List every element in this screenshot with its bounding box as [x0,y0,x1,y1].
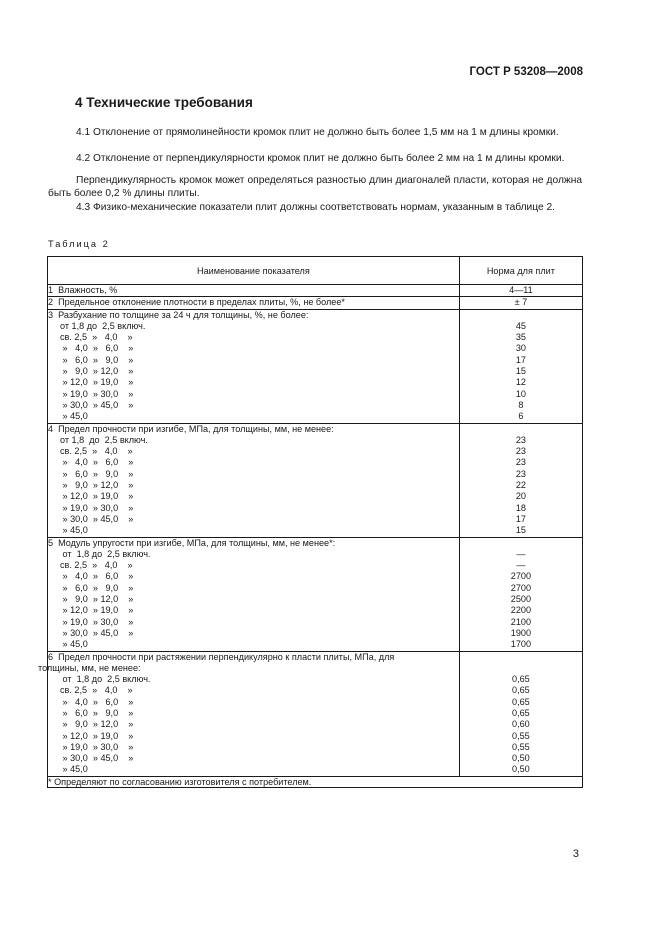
page-number: 3 [572,848,579,860]
header-indicator: Наименование показателя [48,257,460,285]
norm-value: 0,55 [512,730,530,741]
table-footnote: * Определяют по согласованию изготовителя с потребителем. [48,776,583,787]
norm-value: 23 [515,446,526,457]
thickness-range: » 4,0 » 6,0 » [60,696,134,707]
table-row [48,423,583,537]
thickness-range: » 12,0 » 19,0 » [60,491,134,502]
norm-value: 2200 [510,605,531,616]
norm-value: 8 [518,399,524,410]
norm-value: 0,65 [512,674,530,685]
thickness-range: » 30,0 » 45,0 » [60,753,134,764]
norm-value: 2100 [510,616,531,627]
row-values [459,423,582,537]
row-values [459,309,582,423]
norm-value: 10 [515,388,526,399]
norm-value: 0,50 [512,764,530,775]
paragraph-4-1: 4.1 Отклонение от прямолинейности кромок плит не должно быть более 1,5 мм на 1 м длины кромки. [76,127,559,138]
footnote-row [48,776,583,787]
norm-value: 0,65 [512,707,530,718]
row-value: ± 7 [459,297,582,309]
document-header: ГОСТ Р 53208—2008 [469,66,583,78]
thickness-range: » 6,0 » 9,0 » [60,707,134,718]
thickness-range: » 12,0 » 19,0 » [60,377,134,388]
table-caption: Таблица 2 [48,239,110,249]
norm-value: 0,65 [512,696,530,707]
thickness-range: » 9,0 » 12,0 » [60,480,134,491]
section-title: 4 Технические требования [75,95,253,110]
thickness-range: от 1,8 до 2,5 включ. [60,548,151,559]
norm-value: 17 [515,354,526,365]
paragraph-4-2: 4.2 Отклонение от перпендикулярности кромок плит не должно быть более 2 мм на 1 м длины кромки. [76,153,565,164]
row-values [459,651,582,776]
thickness-range: » 19,0 » 30,0 » [60,741,134,752]
norm-value: 23 [515,457,526,468]
thickness-range: » 4,0 » 6,0 » [60,457,134,468]
thickness-range: » 45,0 [60,525,88,536]
thickness-range: от 1,8 до 2,5 включ. [60,674,151,685]
norm-value: — [516,560,526,571]
thickness-range: » 45,0 [60,639,88,650]
thickness-range: » 19,0 » 30,0 » [60,388,134,399]
paragraph-perpendicularity: Перпендикулярность кромок может определяться разностью длин диагоналей пласти, которая не должна быть более 0,2 % длины плиты. [48,175,582,200]
thickness-range: » 45,0 [60,411,88,422]
norm-value: 45 [515,320,526,331]
norm-value: 22 [515,480,526,491]
row-title: 6 Предел прочности при растяжении перпендикулярно к пласти плиты, МПа, для толщины, мм, не менее: от 1,8 до 2,5 включ. св. 2,5 » 4,0 » » 4,0 » 6,0 » » 6,0 » 9,0 » » 9,0 » 12,0 » » 12,0 » 19,0 » » 19,0 » 30,0 » » 30,0 » 45,0 » » 45,0 [48,651,460,776]
thickness-range: » 45,0 [60,764,88,775]
norm-value: 18 [515,502,526,513]
norm-value: 23 [515,468,526,479]
table-row [48,285,583,297]
norm-value: 2500 [510,594,531,605]
thickness-range: » 6,0 » 9,0 » [60,354,134,365]
thickness-range: св. 2,5 » 4,0 » [60,332,133,343]
thickness-range: от 1,8 до 2,5 включ. [60,320,146,331]
thickness-range: » 30,0 » 45,0 » [60,399,134,410]
spec-table [38,256,583,788]
table-header-row [48,257,583,285]
header-norm: Норма для плит [459,257,582,285]
norm-value: 0,50 [512,753,530,764]
norm-value: 23 [515,434,526,445]
row-title: 2 Предельное отклонение плотности в пределах плиты, %, не более* [48,297,460,309]
table-row [48,537,583,651]
thickness-range: » 4,0 » 6,0 » [60,571,134,582]
row-value: 4—11 [459,285,582,297]
thickness-range: » 19,0 » 30,0 » [60,502,134,513]
row-title: 3 Разбухание по толщине за 24 ч для толщины, %, не более: от 1,8 до 2,5 включ. св. 2,5 » 4,0 » » 4,0 » 6,0 » » 6,0 » 9,0 » » 9,0 » 12,0 » » 12,0 » 19,0 » » 19,0 » 30,0 » » 30,0 » 45,0 » » 45,0 [48,309,460,423]
thickness-range: » 6,0 » 9,0 » [60,582,134,593]
row-values [459,537,582,651]
thickness-range: » 12,0 » 19,0 » [60,605,134,616]
thickness-range: » 12,0 » 19,0 » [60,730,134,741]
norm-value: 0,55 [512,741,530,752]
norm-value: 0,60 [512,719,530,730]
thickness-range: » 9,0 » 12,0 » [60,594,134,605]
thickness-range: » 30,0 » 45,0 » [60,627,134,638]
table-row [48,297,583,309]
row-title: 4 Предел прочности при изгибе, МПа, для толщины, мм, не менее: от 1,8 до 2,5 включ. св. 2,5 » 4,0 » » 4,0 » 6,0 » » 6,0 » 9,0 » » 9,0 » 12,0 » » 12,0 » 19,0 » » 19,0 » 30,0 » » 30,0 » 45,0 » » 45,0 [48,423,460,537]
thickness-range: св. 2,5 » 4,0 » [60,446,133,457]
thickness-range: » 4,0 » 6,0 » [60,343,134,354]
norm-value: 12 [515,377,526,388]
norm-value: 35 [515,332,526,343]
thickness-range: » 30,0 » 45,0 » [60,513,134,524]
table-row [48,309,583,423]
norm-value: 2700 [510,582,531,593]
thickness-range: » 19,0 » 30,0 » [60,616,134,627]
norm-value: 6 [518,411,524,422]
row-title: 1 Влажность, % [48,285,460,297]
norm-value: 1900 [510,627,531,638]
norm-value: 15 [515,525,526,536]
norm-value: 15 [515,366,526,377]
thickness-range: от 1,8 до 2,5 включ. [60,434,148,445]
thickness-range: св. 2,5 » 4,0 » [60,560,133,571]
thickness-range: » 6,0 » 9,0 » [60,468,134,479]
thickness-range: » 9,0 » 12,0 » [60,719,134,730]
table-row [48,651,583,776]
thickness-range: » 9,0 » 12,0 » [60,366,134,377]
norm-value: 20 [515,491,526,502]
norm-value: 0,65 [512,685,530,696]
row-title: 5 Модуль упругости при изгибе, МПа, для толщины, мм, не менее*: от 1,8 до 2,5 включ. св. 2,5 » 4,0 » » 4,0 » 6,0 » » 6,0 » 9,0 » » 9,0 » 12,0 » » 12,0 » 19,0 » » 19,0 » 30,0 » » 30,0 » 45,0 » » 45,0 [48,537,460,651]
paragraph-4-3: 4.3 Физико-механические показатели плит должны соответствовать нормам, указанным в таблице 2. [76,202,555,213]
norm-value: 1700 [510,639,531,650]
norm-value: 30 [515,343,526,354]
norm-value: — [516,548,526,559]
norm-value: 2700 [510,571,531,582]
norm-value: 17 [515,513,526,524]
thickness-range: св. 2,5 » 4,0 » [60,685,133,696]
